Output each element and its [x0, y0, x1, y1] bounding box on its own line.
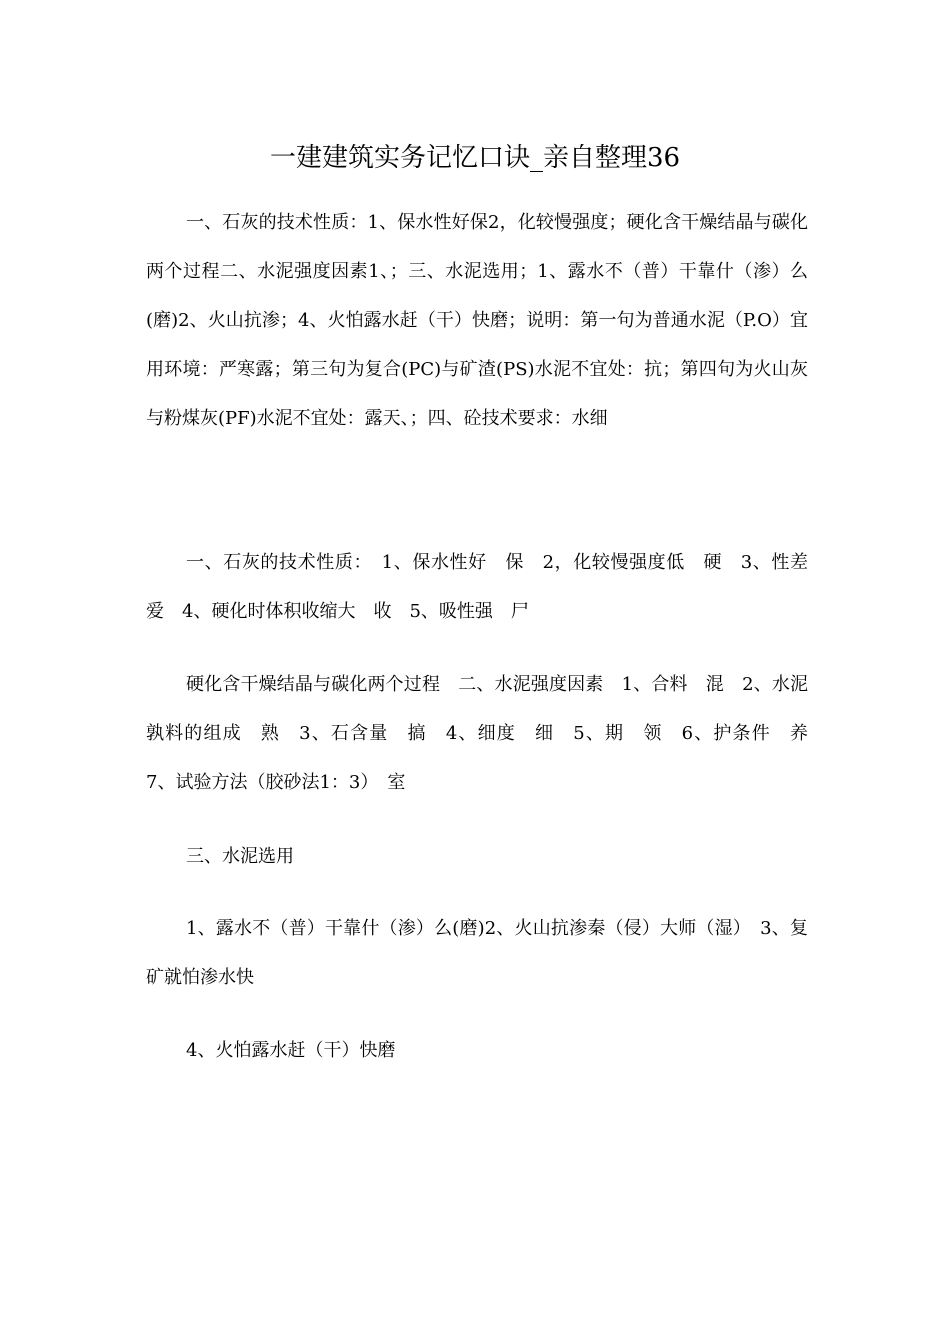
- paragraph-summary: 一、石灰的技术性质：1、保水性好保2，化较慢强度；硬化含干燥结晶与碳化两个过程二、水泥强度因素1、；三、水泥选用；1、露水不（普）干靠什（渗）么(磨)2、火山抗渗；4、火怕露水赶（干）快磨；说明：第一句为普通水泥（P.O）宜用环境：严寒露；第三句为复合(PC)与矿渣(PS)水泥不宜处：抗；第四句为火山灰与粉煤灰(PF)水泥不宜处：露天、；四、砼技术要求：水细: [146, 212, 808, 429]
- paragraph-cement-selection-rules: 1、露水不（普）干靠什（渗）么(磨)2、火山抗渗秦（侵）大师（湿） 3、复矿就怕渗水快: [146, 918, 808, 988]
- document-title: 一建建筑实务记忆口诀_亲自整理36: [269, 143, 681, 173]
- paragraph-lime-properties: 一、石灰的技术性质： 1、保水性好 保 2，化较慢强度低 硬 3、性差 爱 4、硬化时体积收缩大 收 5、吸性强 尸: [146, 552, 826, 622]
- paragraph-cement-strength-factors: 硬化含干燥结晶与碳化两个过程 二、水泥强度因素 1、合料 混 2、水泥孰料的组成 熟 3、石含量 搞 4、细度 细 5、期 领 6、护条件 养 7、试验方法（胶砂法1：3） 室: [146, 674, 826, 793]
- paragraph-cement-selection-heading: 三、水泥选用: [186, 846, 294, 867]
- paragraph-cement-selection-rule-4: 4、火怕露水赶（干）快磨: [186, 1040, 396, 1061]
